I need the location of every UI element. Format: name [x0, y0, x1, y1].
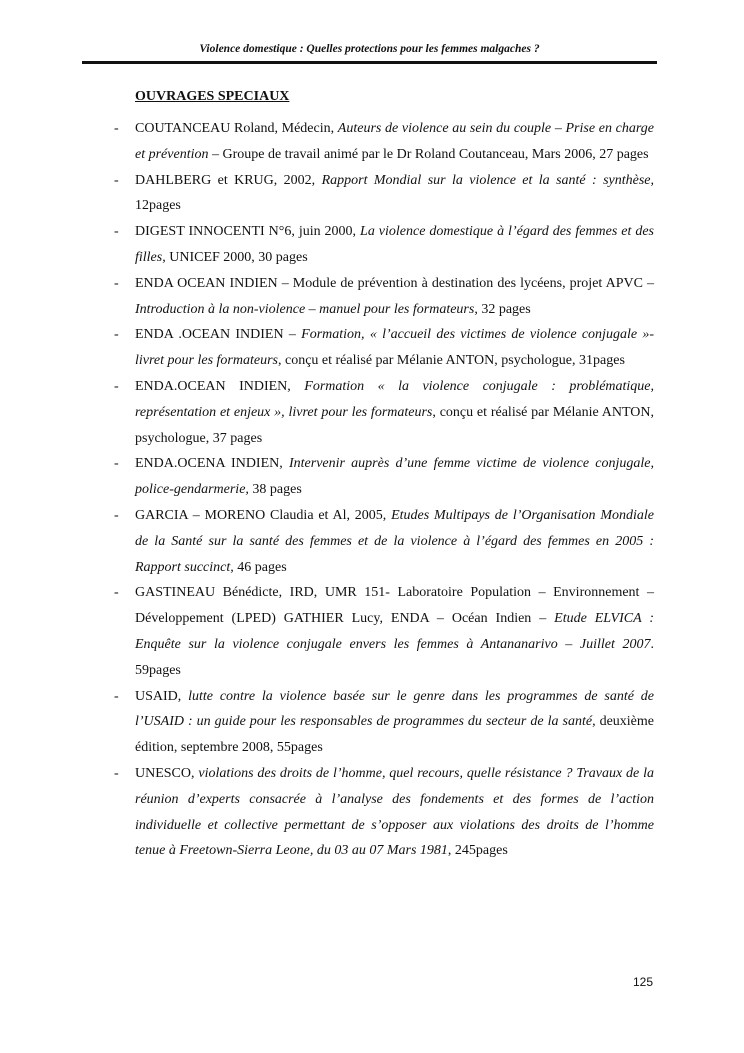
entry-text-part: UNESCO, [135, 765, 199, 781]
entry-text-part: , deuxième édition, septembre 2008, 55pages [135, 714, 654, 756]
entry-text-part: , conçu et réalisé par Mélanie ANTON, psychologue, 31pages [277, 353, 625, 369]
entry-text [135, 271, 654, 323]
entry-text [135, 451, 654, 503]
entry-text-part: , 32 pages [474, 301, 531, 317]
entry-text [135, 219, 654, 271]
entry-text-part: . 59pages [135, 636, 654, 678]
list-bullet: - [114, 688, 119, 704]
entry-text-part: USAID, [135, 688, 189, 704]
entry-text [135, 580, 654, 683]
bibliography-entry [0, 374, 744, 451]
entry-text [135, 374, 654, 451]
entry-text-part: ENDA OCEAN INDIEN – Module de prévention à destination des lycéens, projet APVC – [135, 275, 654, 291]
entry-title-italic: Formation, « l’accueil des victimes de violence conjugale »-livret pour les formateurs [135, 327, 654, 369]
entry-title-italic: lutte contre la violence basée sur le genre dans les programmes de santé de l’USAID : un guide pour les responsables de programmes du secteur de la santé [135, 688, 654, 730]
section-title: OUVRAGES SPECIAUX [135, 89, 290, 104]
bibliography-entry [0, 451, 744, 503]
entry-text [135, 761, 654, 864]
entry-text-part: , conçu et réalisé par Mélanie ANTON, psychologue, 37 pages [135, 404, 654, 446]
bibliography-entry [0, 116, 744, 168]
list-bullet: - [114, 378, 119, 394]
list-bullet: - [114, 224, 119, 240]
entry-text-part: 46 pages [233, 559, 287, 575]
entry-text [135, 116, 654, 168]
entry-title-italic: Intervenir auprès d’une femme victime de violence conjugale, police-gendarmerie, [135, 456, 654, 498]
bibliography-entry [0, 219, 744, 271]
list-bullet: - [114, 507, 119, 523]
bibliography-entry [0, 580, 744, 683]
bibliography-list [0, 116, 744, 864]
entry-text-part: , UNICEF 2000, 30 pages [162, 249, 308, 265]
entry-title-italic: Rapport Mondial sur la violence et la santé : synthèse, [321, 172, 655, 188]
entry-text [135, 168, 654, 220]
page-header: Violence domestique : Quelles protections pour les femmes malgaches ? [199, 43, 540, 55]
entry-text-part: , 245pages [447, 843, 508, 859]
bibliography-entry [0, 503, 744, 580]
bibliography-entry [0, 761, 744, 864]
entry-title-italic: Introduction à la non-violence – manuel pour les formateurs [135, 301, 475, 317]
list-bullet: - [114, 765, 119, 781]
entry-text [135, 684, 654, 761]
entry-text [135, 322, 654, 374]
entry-text-part: GARCIA – MORENO Claudia et Al, 2005, [135, 507, 392, 523]
entry-text-part: ENDA.OCENA INDIEN, [135, 456, 289, 472]
entry-text-part: – Groupe de travail animé par le Dr Roland Coutanceau, Mars 2006, 27 pages [208, 146, 649, 162]
entry-text-part: ENDA.OCEAN INDIEN, [135, 378, 305, 394]
bibliography-entry [0, 684, 744, 761]
bibliography-entry [0, 322, 744, 374]
entry-title-italic: Auteurs de violence au sein du couple – Prise en charge et prévention [135, 121, 654, 162]
entry-text-part: 38 pages [248, 482, 302, 498]
entry-text-part: COUTANCEAU Roland, Médecin, [135, 121, 338, 136]
list-bullet: - [114, 327, 119, 343]
entry-text-part: GASTINEAU Bénédicte, IRD, UMR 151- Laboratoire Population – Environnement –Développement (LPED) GATHIER Lucy, ENDA – Océan Indien – [135, 585, 654, 627]
entry-title-italic: Etudes Multipays de l’Organisation Mondiale de la Santé sur la santé des femmes et de la violence à l’égard des femmes en 2005 : Rapport succinct, [135, 507, 654, 575]
list-bullet: - [114, 585, 119, 601]
list-bullet: - [114, 121, 119, 136]
list-bullet: - [114, 275, 119, 291]
entry-text-part: DAHLBERG et KRUG, 2002, [135, 172, 322, 188]
list-bullet: - [114, 456, 119, 472]
list-bullet: - [114, 172, 119, 188]
page-number: 125 [632, 975, 653, 989]
entry-text-part: 12pages [135, 198, 181, 214]
entry-title-italic: Formation « la violence conjugale : problématique, représentation et enjeux », livret pour les formateurs [135, 378, 655, 420]
bibliography-entry [0, 271, 744, 323]
header-rule [82, 61, 657, 64]
entry-text-part: ENDA .OCEAN INDIEN – [135, 327, 302, 343]
bibliography-entry [0, 168, 744, 220]
entry-text-part: DIGEST INNOCENTI N°6, juin 2000, [135, 224, 361, 240]
entry-text [135, 503, 654, 580]
entry-title-italic: violations des droits de l’homme, quel recours, quelle résistance ? Travaux de la réunion d’experts consacrée à l’analyse des fondements et des formes de l’action individuelle et collective permettant de s’opposer aux violations des droits de l’homme tenue à Freetown-Sierra Leone, du 03 au 07 Mars 1981 [135, 765, 655, 859]
entry-title-italic: La violence domestique à l’égard des femmes et des filles [135, 224, 655, 265]
entry-title-italic: Etude ELVICA : Enquête sur la violence conjugale envers les femmes à Antananarivo – Juillet 2007 [135, 611, 654, 652]
